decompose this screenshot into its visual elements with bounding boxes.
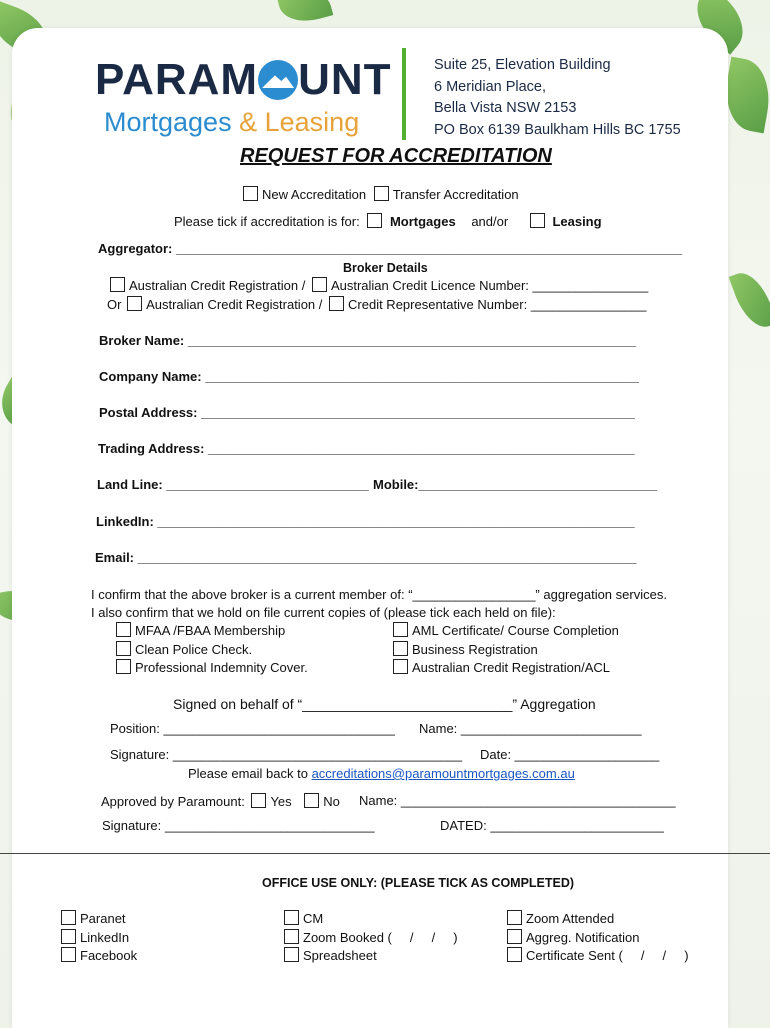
- confirm-right-list: [393, 622, 619, 678]
- confirm-files-text: I also confirm that we hold on file current copies of (please tick each held on file):: [91, 605, 556, 620]
- office-col-3: [507, 910, 689, 966]
- zoom-attended-item[interactable]: Zoom Attended: [507, 910, 689, 929]
- dated-field[interactable]: DATED: ________________________: [440, 818, 664, 833]
- mobile-field[interactable]: Mobile:_________________________________: [373, 477, 658, 492]
- broker-acl-row: Australian Credit Registration / Australian Credit Licence Number: ________________: [110, 277, 648, 293]
- transfer-accreditation-checkbox[interactable]: [374, 186, 389, 201]
- approved-yes-checkbox[interactable]: [251, 793, 266, 808]
- company-address: Suite 25, Elevation Building 6 Meridian Place, Bella Vista NSW 2153 PO Box 6139 Baulkham Hills BC 1755: [434, 57, 681, 138]
- crn-checkbox[interactable]: [329, 296, 344, 311]
- accreditation-type-row: [243, 186, 519, 202]
- signed-on-behalf[interactable]: Signed on behalf of “___________________________” Aggregation: [173, 696, 596, 712]
- accreditation-for-row: Please tick if accreditation is for: Mortgages and/or Leasing: [174, 214, 602, 229]
- acr-checkbox-2[interactable]: [127, 296, 142, 311]
- broker-name-field[interactable]: Broker Name: ______________________________________________________________: [99, 333, 637, 348]
- company-name-field[interactable]: Company Name: ____________________________________________________________: [99, 369, 639, 384]
- signature-field[interactable]: Signature: ________________________________________: [110, 747, 463, 762]
- zoom-booked-item[interactable]: Zoom Booked ( / / ): [284, 929, 458, 948]
- paramount-signature-field[interactable]: Signature: _____________________________: [102, 818, 375, 833]
- cm-item[interactable]: CM: [284, 910, 458, 929]
- paranet-item[interactable]: Paranet: [61, 910, 137, 929]
- confirm-membership-text: I confirm that the above broker is a current member of: “_________________” aggregation services.: [91, 587, 667, 602]
- mfaa-item[interactable]: MFAA /FBAA Membership: [116, 622, 308, 641]
- indemnity-item[interactable]: Professional Indemnity Cover.: [116, 659, 308, 678]
- postal-address-field[interactable]: Postal Address: ____________________________________________________________: [99, 405, 635, 420]
- police-check-item[interactable]: Clean Police Check.: [116, 641, 308, 660]
- position-field[interactable]: Position: ________________________________: [110, 721, 395, 736]
- accreditations-email-link[interactable]: accreditations@paramountmortgages.com.au: [311, 766, 575, 781]
- acl-checkbox[interactable]: [312, 277, 327, 292]
- approved-row: Approved by Paramount: Yes No: [101, 794, 340, 809]
- aml-item[interactable]: AML Certificate/ Course Completion: [393, 622, 619, 641]
- aggreg-notification-item[interactable]: Aggreg. Notification: [507, 929, 689, 948]
- office-col-2: [284, 910, 458, 966]
- email-back-line: Please email back to accreditations@paramountmortgages.com.au: [188, 766, 575, 781]
- certificate-sent-item[interactable]: Certificate Sent ( / / ): [507, 947, 689, 966]
- leasing-checkbox[interactable]: [530, 213, 545, 228]
- leaf-decoration: [277, 0, 334, 28]
- land-line-field[interactable]: Land Line: ____________________________: [97, 477, 369, 492]
- office-divider: [0, 853, 770, 854]
- business-registration-item[interactable]: Business Registration: [393, 641, 619, 660]
- email-field[interactable]: Email: _____________________________________________________________________: [95, 550, 637, 565]
- acr-checkbox-1[interactable]: [110, 277, 125, 292]
- mountain-o-icon: [258, 60, 298, 100]
- trading-address-field[interactable]: Trading Address: ___________________________________________________________: [98, 441, 635, 456]
- linkedin-field[interactable]: LinkedIn: __________________________________________________________________: [96, 514, 635, 529]
- logo-tagline: Mortgages & Leasing: [104, 107, 360, 137]
- leaf-decoration: [729, 267, 770, 334]
- mortgages-checkbox[interactable]: [367, 213, 382, 228]
- broker-details-heading: Broker Details: [343, 261, 428, 275]
- header-divider: [402, 48, 406, 140]
- aggregator-field[interactable]: Aggregator: ______________________________________________________________________: [98, 241, 683, 256]
- transfer-accreditation-label: Transfer Accreditation: [392, 187, 519, 202]
- name-field[interactable]: Name: _________________________: [419, 721, 642, 736]
- facebook-item[interactable]: Facebook: [61, 947, 137, 966]
- office-use-heading: OFFICE USE ONLY: (PLEASE TICK AS COMPLETED): [262, 876, 575, 890]
- paramount-name-field[interactable]: Name: ______________________________________: [359, 793, 676, 808]
- spreadsheet-item[interactable]: Spreadsheet: [284, 947, 458, 966]
- page-title: REQUEST FOR ACCREDITATION: [240, 145, 552, 167]
- acr-acl-item[interactable]: Australian Credit Registration/ACL: [393, 659, 619, 678]
- approved-no-checkbox[interactable]: [304, 793, 319, 808]
- linkedin-item[interactable]: LinkedIn: [61, 929, 137, 948]
- broker-crn-row: Or Australian Credit Registration / Credit Representative Number: ________________: [107, 297, 647, 312]
- new-accreditation-label: New Accreditation: [262, 187, 367, 202]
- date-field[interactable]: Date: ____________________: [480, 747, 660, 762]
- confirm-left-list: [116, 622, 308, 678]
- office-col-1: [61, 910, 137, 966]
- logo-wordmark: PARAM UNT: [95, 55, 392, 104]
- new-accreditation-checkbox[interactable]: [243, 186, 258, 201]
